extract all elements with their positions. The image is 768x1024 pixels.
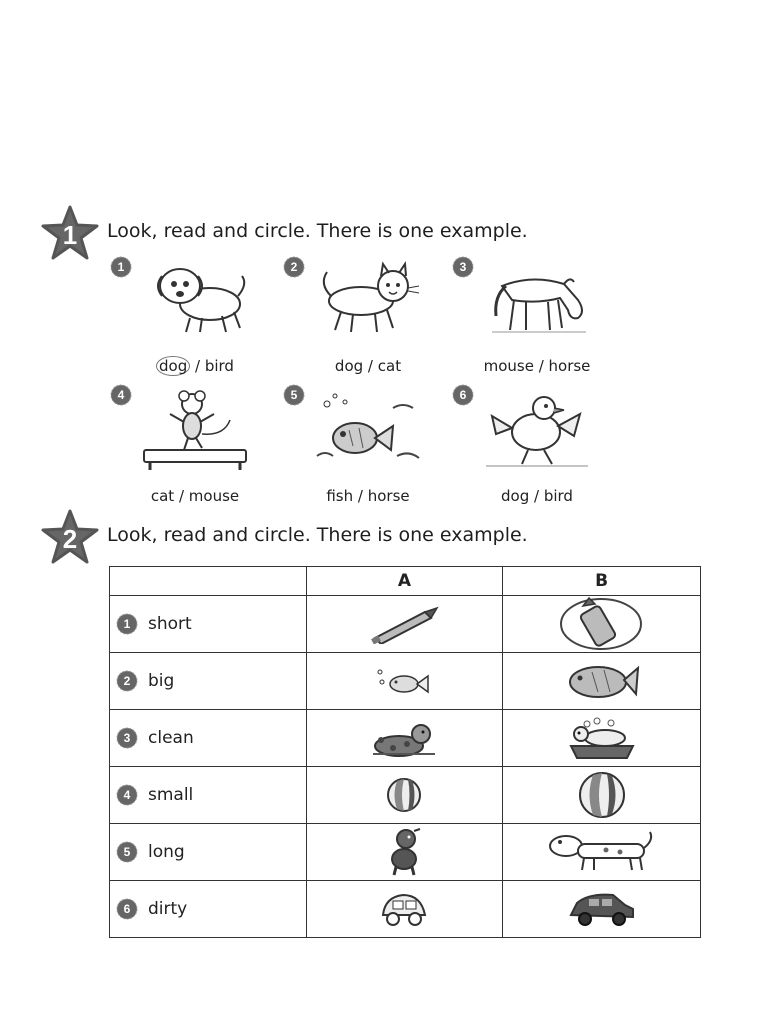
item-caption: dog / cat [334, 357, 402, 375]
table-row [110, 881, 701, 938]
item-caption: dog / bird [501, 487, 573, 505]
item-number-badge: 1 [110, 256, 132, 278]
horse-icon [482, 256, 592, 336]
section-number: 2 [62, 523, 78, 554]
section-1-star [40, 204, 100, 264]
option-second[interactable]: mouse [188, 487, 240, 505]
option-a[interactable] [306, 710, 503, 767]
section-number: 1 [62, 219, 78, 250]
exercise-item-2 [283, 256, 453, 376]
option-a[interactable] [306, 653, 503, 710]
column-header-b: B [503, 567, 701, 596]
option-b[interactable] [503, 881, 701, 938]
fish-icon [313, 384, 423, 474]
comparison-table [109, 566, 701, 938]
item-caption: dog / bird [110, 357, 280, 375]
long-dog-icon [546, 830, 658, 874]
option-first[interactable]: cat [150, 487, 175, 505]
option-second[interactable]: cat [377, 357, 402, 375]
clean-car-icon [379, 887, 429, 931]
option-first[interactable]: fish [326, 487, 354, 505]
exercise-item-4 [110, 384, 280, 504]
option-a[interactable] [306, 767, 503, 824]
item-number-badge: 6 [116, 898, 138, 920]
exercise-item-3 [452, 256, 622, 376]
item-caption: cat / mouse [150, 487, 240, 505]
option-b[interactable] [503, 653, 701, 710]
table-row [110, 710, 701, 767]
option-b[interactable] [503, 596, 701, 653]
mouse-icon [140, 384, 250, 474]
option-second[interactable]: horse [548, 357, 591, 375]
item-caption: mouse / horse [483, 357, 591, 375]
item-number-badge: 2 [283, 256, 305, 278]
item-number-badge: 6 [452, 384, 474, 406]
exercise-item-1 [110, 256, 280, 376]
row-word: short [148, 614, 192, 634]
exercise-item-6 [452, 384, 622, 504]
table-row [110, 653, 701, 710]
dirty-car-icon [567, 889, 637, 929]
item-caption: fish / horse [326, 487, 410, 505]
item-number-badge: 5 [283, 384, 305, 406]
table-row [110, 824, 701, 881]
option-second[interactable]: horse [367, 487, 410, 505]
table-row [110, 767, 701, 824]
section-1-instruction: Look, read and circle. There is one example. [107, 220, 528, 242]
crayon-icon [557, 596, 647, 652]
dirty-dog-icon [369, 718, 439, 758]
item-number-badge: 1 [116, 613, 138, 635]
option-first[interactable]: mouse [483, 357, 534, 375]
option-b[interactable] [503, 767, 701, 824]
option-a[interactable] [306, 824, 503, 881]
option-a[interactable] [306, 881, 503, 938]
option-second[interactable]: bird [204, 357, 234, 375]
item-number-badge: 4 [116, 784, 138, 806]
table-header-row [110, 567, 701, 596]
section-2-star [40, 508, 100, 568]
item-number-badge: 2 [116, 670, 138, 692]
item-number-badge: 3 [116, 727, 138, 749]
option-b[interactable] [503, 710, 701, 767]
option-first[interactable]: dog [501, 487, 530, 505]
bird-icon [482, 384, 592, 474]
bathing-dog-icon [567, 716, 637, 760]
big-fish-icon [564, 658, 640, 704]
row-word: small [148, 785, 194, 805]
column-header [110, 567, 307, 596]
dog-icon [140, 256, 250, 336]
option-first[interactable]: dog [156, 356, 190, 376]
short-dog-icon [384, 827, 424, 877]
item-number-badge: 3 [452, 256, 474, 278]
row-word: big [148, 671, 175, 691]
small-ball-icon [384, 775, 424, 815]
section-2-instruction: Look, read and circle. There is one example. [107, 524, 528, 546]
exercise-item-5 [283, 384, 453, 504]
big-ball-icon [577, 770, 627, 820]
cat-icon [313, 256, 423, 336]
item-number-badge: 4 [110, 384, 132, 406]
option-second[interactable]: bird [543, 487, 573, 505]
option-first[interactable]: dog [334, 357, 364, 375]
row-word: long [148, 842, 185, 862]
row-word: clean [148, 728, 194, 748]
small-fish-icon [374, 664, 434, 698]
option-b[interactable] [503, 824, 701, 881]
item-number-badge: 5 [116, 841, 138, 863]
option-a[interactable] [306, 596, 503, 653]
pencil-icon [369, 604, 439, 644]
table-row [110, 596, 701, 653]
column-header-a: A [306, 567, 503, 596]
row-word: dirty [148, 899, 188, 919]
